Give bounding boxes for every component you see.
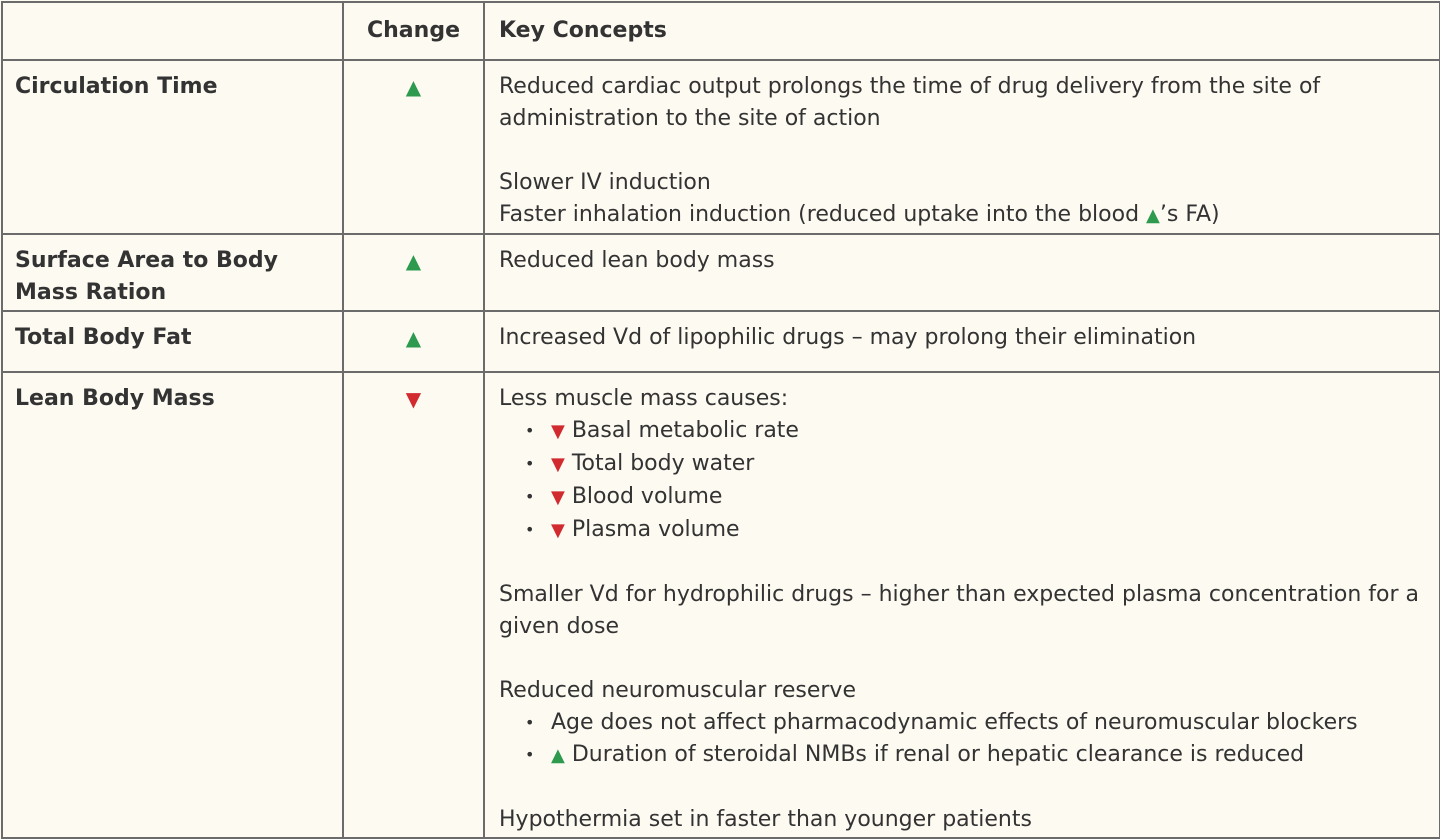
table-header-row (2, 2, 1440, 60)
list-item: • ▼ Total body water (551, 448, 1425, 481)
concept-text: Faster inhalation induction (reduced uptake into the blood ▲’s FA) (499, 202, 1220, 227)
list-item: • ▼ Basal metabolic rate (551, 415, 1425, 448)
change-cell (343, 372, 484, 838)
parameter-cell: Circulation Time (2, 60, 343, 234)
table-row (2, 372, 1440, 838)
list-item: • ▲ Duration of steroidal NMBs if renal or hepatic clearance is reduced (551, 739, 1425, 772)
concept-text: Less muscle mass causes: (499, 386, 789, 411)
list-item: • ▼ Plasma volume (551, 514, 1425, 547)
up-arrow-icon: ▲ (405, 326, 422, 350)
concept-text: Hypothermia set in faster than younger patients (499, 807, 1032, 832)
change-cell (343, 234, 484, 311)
concept-text: Increased Vd of lipophilic drugs – may prolong their elimination (499, 325, 1197, 350)
concept-text: Reduced neuromuscular reserve (499, 678, 856, 703)
table-row (2, 311, 1440, 372)
up-arrow-icon: ▲ (405, 249, 422, 273)
bullet-list (499, 707, 1425, 772)
up-arrow-icon: ▲ (551, 745, 565, 766)
concept-text: Smaller Vd for hydrophilic drugs – higher than expected plasma concentration for a given dose (499, 582, 1419, 639)
header-key-concepts: Key Concepts (484, 2, 1440, 60)
parameter-cell: Lean Body Mass (2, 372, 343, 838)
table-row (2, 234, 1440, 311)
concept-text: Reduced cardiac output prolongs the time of drug delivery from the site of administration to the site of action (499, 74, 1321, 131)
up-arrow-icon: ▲ (405, 75, 422, 99)
change-cell (343, 311, 484, 372)
key-concepts-cell (484, 372, 1440, 838)
bullet-list (499, 415, 1425, 547)
down-arrow-icon: ▼ (551, 421, 565, 442)
header-change: Change (343, 2, 484, 60)
header-parameter (2, 2, 343, 60)
up-arrow-icon: ▲ (1146, 205, 1160, 226)
key-concepts-cell (484, 234, 1440, 311)
down-arrow-icon: ▼ (405, 387, 422, 411)
concept-text: Reduced lean body mass (499, 248, 775, 273)
aging-changes-table (1, 1, 1440, 839)
key-concepts-cell (484, 60, 1440, 234)
key-concepts-cell (484, 311, 1440, 372)
parameter-cell: Surface Area to Body Mass Ration (2, 234, 343, 311)
down-arrow-icon: ▼ (551, 520, 565, 541)
list-item: • Age does not affect pharmacodynamic effects of neuromuscular blockers (551, 707, 1425, 739)
down-arrow-icon: ▼ (551, 487, 565, 508)
change-cell (343, 60, 484, 234)
table-row (2, 60, 1440, 234)
down-arrow-icon: ▼ (551, 454, 565, 475)
list-item: • ▼ Blood volume (551, 481, 1425, 514)
concept-text: Slower IV induction (499, 170, 711, 195)
parameter-cell: Total Body Fat (2, 311, 343, 372)
